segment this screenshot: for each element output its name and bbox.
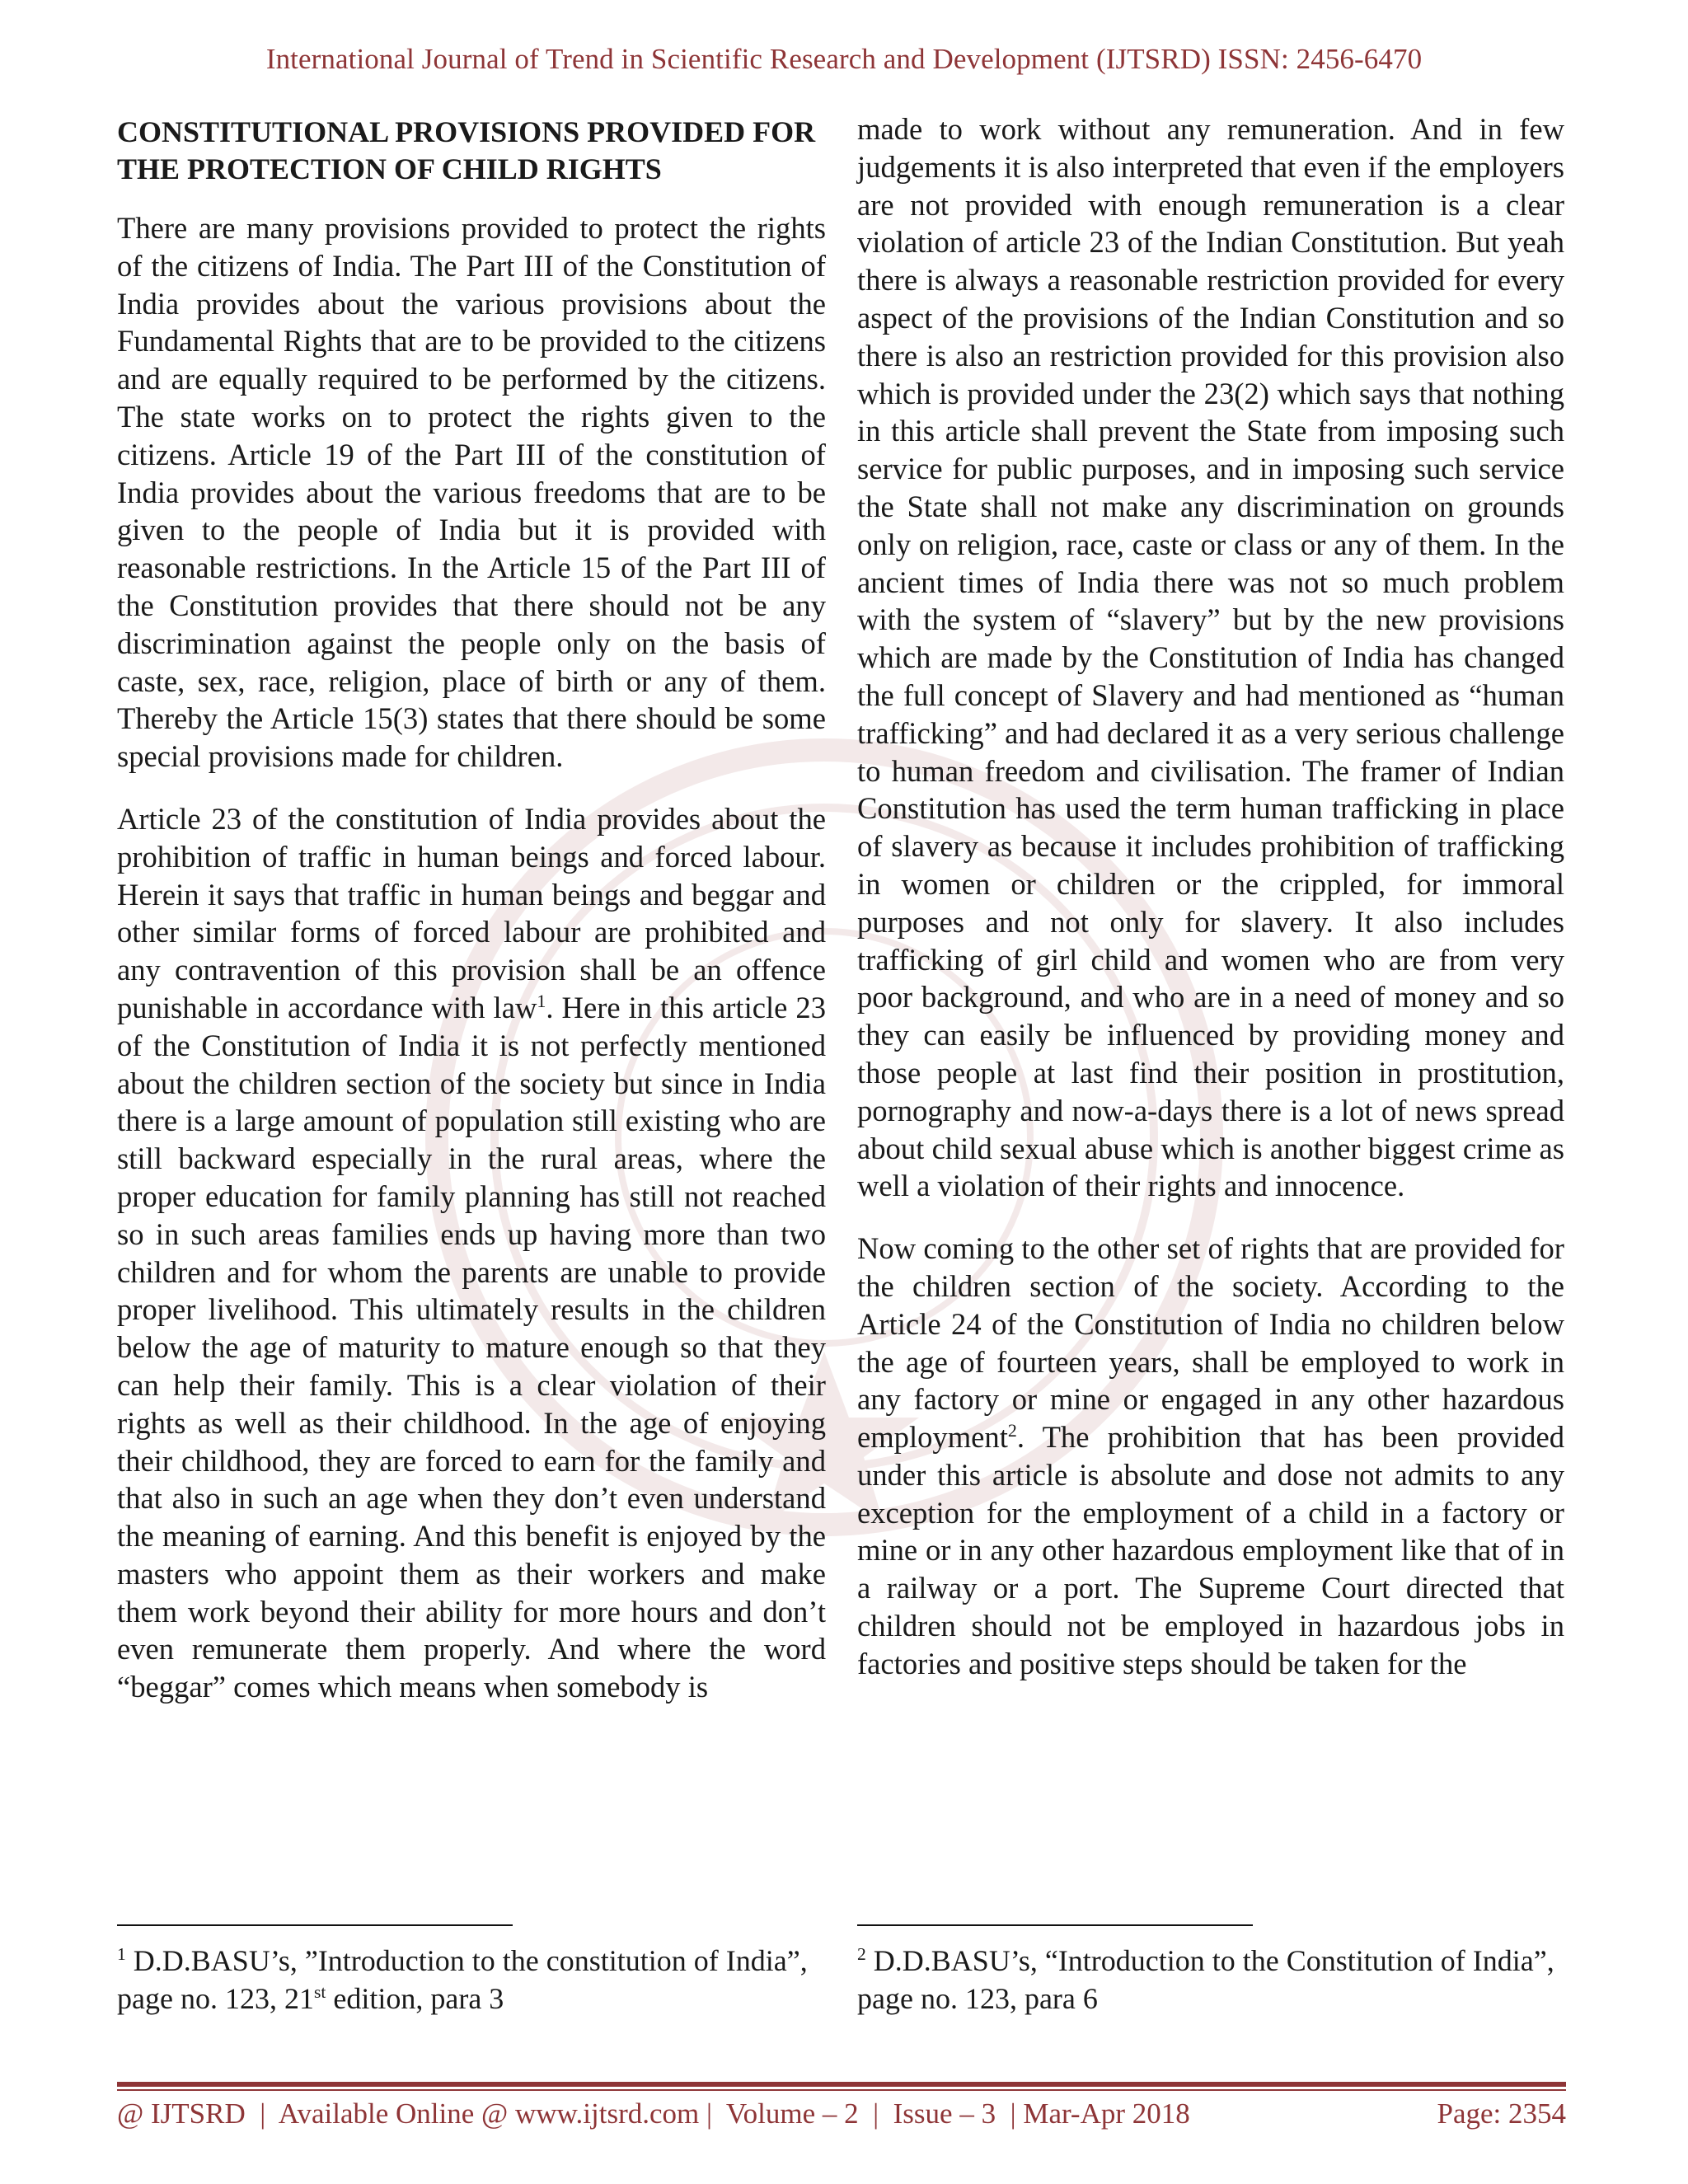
footnote-divider [117, 1924, 513, 1926]
paragraph-text: Now coming to the other set of rights that are provided for the children section of the society. According to the Article 24 of the Constitution of India no children below the age of fourteen years, shall be employed to work in any factory or mine or engaged in any other hazardous employment [857, 1231, 1564, 1455]
paragraph [857, 1230, 1564, 1683]
footnote-mark: 2 [857, 1944, 866, 1964]
paragraph-text: Article 23 of the constitution of India provides about the prohibition of traffic in human beings and forced labour. Herein it says that traffic in human beings and beggar and other similar forms of forced labour are prohibited and any contravention of this provision shall be an offence punishable in accordance with law [117, 801, 826, 1024]
page-number: Page: 2354 [1437, 2097, 1566, 2130]
footnote-divider [857, 1924, 1253, 1926]
left-column [117, 110, 826, 1731]
footnote-text: edition, para 3 [326, 1982, 504, 2015]
footer-info: @ IJTSRD | Available Online @ www.ijtsrd.com | Volume – 2 | Issue – 3 | Mar-Apr 2018 [117, 2097, 1190, 2130]
section-title: CONSTITUTIONAL PROVISIONS PROVIDED FOR THE PROTECTION OF CHILD RIGHTS [117, 115, 816, 185]
footnote-ref[interactable]: 1 [537, 990, 546, 1011]
footnote-1 [117, 1942, 826, 2018]
paragraph: made to work without any remuneration. And in few judgements it is also interpreted that even if the employers are not provided with enough remuneration is a clear violation of article 23 of the Indian Constitution. But yeah there is always a reasonable restriction provided for every aspect of the provisions of the Indian Constitution and so there is also an restriction provided for this provision also which is provided under the 23(2) which says that nothing in this article shall prevent the State from imposing such service for public purposes, and in imposing such service the State shall not make any discrimination on grounds only on religion, race, caste or class or any of them. In the ancient times of India there was not so much problem with the system of “slavery” but by the new provisions which are made by the Constitution of India has changed the full concept of Slavery and had mentioned as “human trafficking” and had declared it as a very serious challenge to human freedom and civilisation. The framer of Indian Constitution has used the term human trafficking in place of slavery as because it includes prohibition of trafficking in women or children or the crippled, for immoral purposes and not only for slavery. It also includes trafficking of girl child and women who are from very poor background, and who are in a need of money and so they can easily be influenced by providing money and those people at last find their position in prostitution, pornography and now-a-days there is a lot of news spread about child sexual abuse which is another biggest crime as well a violation of their rights and innocence. [857, 112, 1564, 1203]
footnote-text: D.D.BASU’s, “Introduction to the Constitution of India”, page no. 123, para 6 [857, 1944, 1554, 2015]
paragraph [117, 800, 826, 1706]
paragraph-text: . The prohibition that has been provided under this article is absolute and dose not admits to any exception for the employment of a child in a factory or mine or in any other hazardous employment like that of in a railway or a port. The Supreme Court directed that children should not be employed in hazardous jobs in factories and positive steps should be taken for the [857, 1420, 1564, 1680]
journal-header: International Journal of Trend in Scientific Research and Development (IJTSRD) ISSN: 2456-6470 [265, 43, 1423, 75]
footnote-superscript: st [313, 1982, 326, 2002]
footer-divider [117, 2082, 1566, 2087]
paragraph-text: . Here in this article 23 of the Constitution of India it is not perfectly mentioned about the children section of the society but since in India there is a large amount of population still existing who are still backward especially in the rural areas, where the proper education for family planning has still not reached so in such areas families ends up having more than two children and for whom the parents are unable to provide proper livelihood. This ultimately results in the children below the age of maturity to mature enough so that they can help their family. This is a clear violation of their rights as well as their childhood. In the age of enjoying their childhood, they are forced to earn for the family and that also in such an age when they don’t even understand the meaning of earning. And this benefit is enjoyed by the masters who appoint them as their workers and make them work beyond their ability for more hours and don’t even remunerate them properly. And where the word “beggar” comes which means when somebody is [117, 990, 826, 1704]
paragraph: There are many provisions provided to protect the rights of the citizens of India. The Part III of the Constitution of India provides about the various provisions about the Fundamental Rights that are to be provided to the citizens and are equally required to be performed by the citizens. The state works on to protect the rights given to the citizens. Article 19 of the Part III of the constitution of India provides about the various freedoms that are to be given to the people of India but it is provided with reasonable restrictions. In the Article 15 of the Part III of the Constitution provides that there should not be any discrimination against the people only on the basis of caste, sex, race, religion, place of birth or any of them. Thereby the Article 15(3) states that there should be some special provisions made for children. [117, 211, 826, 774]
footnote-2 [857, 1942, 1564, 2018]
footnote-ref[interactable]: 2 [1007, 1419, 1017, 1441]
footnote-text: D.D.BASU’s, ”Introduction to the constitution of India”, page no. 123, 21 [117, 1944, 808, 2015]
right-column [857, 110, 1564, 1708]
page-footer [117, 2097, 1566, 2130]
footer-divider-thin [117, 2089, 1566, 2091]
footnote-mark: 1 [117, 1944, 126, 1964]
